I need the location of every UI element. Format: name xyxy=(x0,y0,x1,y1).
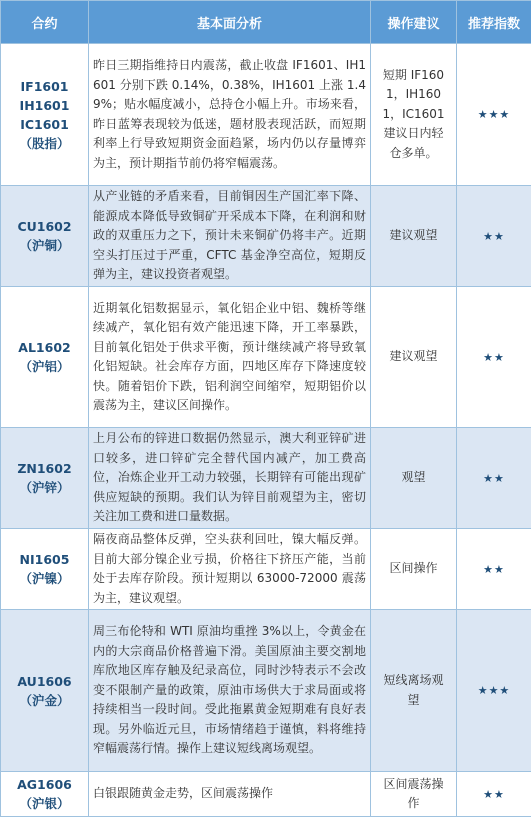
header-row xyxy=(1,1,531,44)
contract-cell xyxy=(1,610,89,772)
contract-code: AU1606 xyxy=(17,673,72,689)
contract-category: （沪锌） xyxy=(19,480,70,495)
header-rating: 推荐指数 xyxy=(457,1,531,44)
table-row xyxy=(1,186,531,287)
advice-cell: 建议观望 xyxy=(371,186,457,287)
advice-cell: 短线离场观望 xyxy=(371,610,457,772)
contract-cell xyxy=(1,287,89,428)
header-advice: 操作建议 xyxy=(371,1,457,44)
contract-category: （沪银） xyxy=(19,796,70,811)
contract-code: IF1601 xyxy=(20,78,69,94)
contract-code: IC1601 xyxy=(20,116,69,132)
contract-cell xyxy=(1,44,89,186)
contract-cell xyxy=(1,428,89,529)
contract-cell xyxy=(1,186,89,287)
advice-cell: 区间震荡操作 xyxy=(371,772,457,817)
advice-cell: 建议观望 xyxy=(371,287,457,428)
table-row xyxy=(1,44,531,186)
rating-stars: ★★ xyxy=(457,186,531,287)
table-row xyxy=(1,287,531,428)
header-analysis: 基本面分析 xyxy=(89,1,371,44)
advice-cell: 观望 xyxy=(371,428,457,529)
rating-stars: ★★ xyxy=(457,772,531,817)
analysis-cell: 上月公布的锌进口数据仍然显示，澳大利亚锌矿进口较多，进口锌矿完全替代国内减产，加工费高位，冶炼企业开工动力较强，长期锌有可能出现矿供应短缺的预期。我们认为锌目前观望为主，密切关注加工费和进口量数据。 xyxy=(89,428,371,529)
contract-code: IH1601 xyxy=(19,97,70,113)
contract-category: （股指） xyxy=(19,135,70,151)
header-contract: 合约 xyxy=(1,1,89,44)
rating-stars: ★★ xyxy=(457,428,531,529)
advice-cell: 短期 IF1601，IH1601，IC1601 建议日内轻仓多单。 xyxy=(371,44,457,186)
analysis-cell: 隔夜商品整体反弹，空头获利回吐，镍大幅反弹。目前大部分镍企业亏损，价格往下挤压产能，当前处于去库存阶段。预计短期以 63000-72000 震荡为主，建议观望。 xyxy=(89,529,371,610)
analysis-cell: 从产业链的矛盾来看，目前铜因生产国汇率下降、能源成本降低导致铜矿开采成本下降，在利润和财政的双重压力之下，预计未来铜矿仍将丰产。近期空头打压过于严重，CFTC 基金净空高位，短期反弹为主，建议投资者观望。 xyxy=(89,186,371,287)
contract-code: CU1602 xyxy=(17,219,72,234)
advice-cell: 区间操作 xyxy=(371,529,457,610)
contract-code: NI1605 xyxy=(19,552,70,567)
rating-stars: ★★ xyxy=(457,287,531,428)
analysis-cell: 近期氧化铝数据显示，氧化铝企业中铝、魏桥等继续减产，氧化铝有效产能迅速下降，开工率暴跌，目前氧化铝处于供求平衡，预计继续减产将导致氧化铝短缺。社会库存方面，四地区库存下降速度较快。随着铝价下跌，铝利润空间缩窄，短期铝价以震荡为主，建议区间操作。 xyxy=(89,287,371,428)
table-row xyxy=(1,529,531,610)
analysis-cell: 白银跟随黄金走势，区间震荡操作 xyxy=(89,772,371,817)
rating-stars: ★★★ xyxy=(457,610,531,772)
table-row xyxy=(1,610,531,772)
analysis-cell: 昨日三期指维持日内震荡，截止收盘 IF1601、IH1601 分别下跌 0.14%，0.38%，IH1601 上涨 1.49%；贴水幅度减小，总持仓小幅上升。市场来看，昨日蓝筹表现较为低迷，题材股表现活跃，而短期利率上行导致短期资金面趋紧，场内仍以存量博弈为主，预计期指节前仍将窄幅震荡。 xyxy=(89,44,371,186)
rating-stars: ★★★ xyxy=(457,44,531,186)
contract-category: （沪铝） xyxy=(19,359,70,374)
rating-stars: ★★ xyxy=(457,529,531,610)
contract-category: （沪金） xyxy=(19,692,70,708)
contract-cell xyxy=(1,529,89,610)
table-row xyxy=(1,772,531,817)
contract-cell xyxy=(1,772,89,817)
contract-code: ZN1602 xyxy=(17,461,72,476)
contract-code: AG1606 xyxy=(17,777,72,792)
table-row xyxy=(1,428,531,529)
analysis-cell: 周三布伦特和 WTI 原油均重挫 3%以上，令黄金在内的大宗商品价格普遍下滑。美国原油主要交割地库欣地区库存触及纪录高位，同时沙特表示不会改变不限制产量的政策，原油市场供大于求局面或将持续相当一段时间。受此拖累黄金短期难有良好表现。另外临近元旦，市场情绪趋于谨慎，料将维持窄幅震荡行情。操作上建议短线离场观望。 xyxy=(89,610,371,772)
contract-category: （沪镍） xyxy=(19,571,70,586)
contract-category: （沪铜） xyxy=(19,238,70,253)
contract-code: AL1602 xyxy=(18,340,71,355)
